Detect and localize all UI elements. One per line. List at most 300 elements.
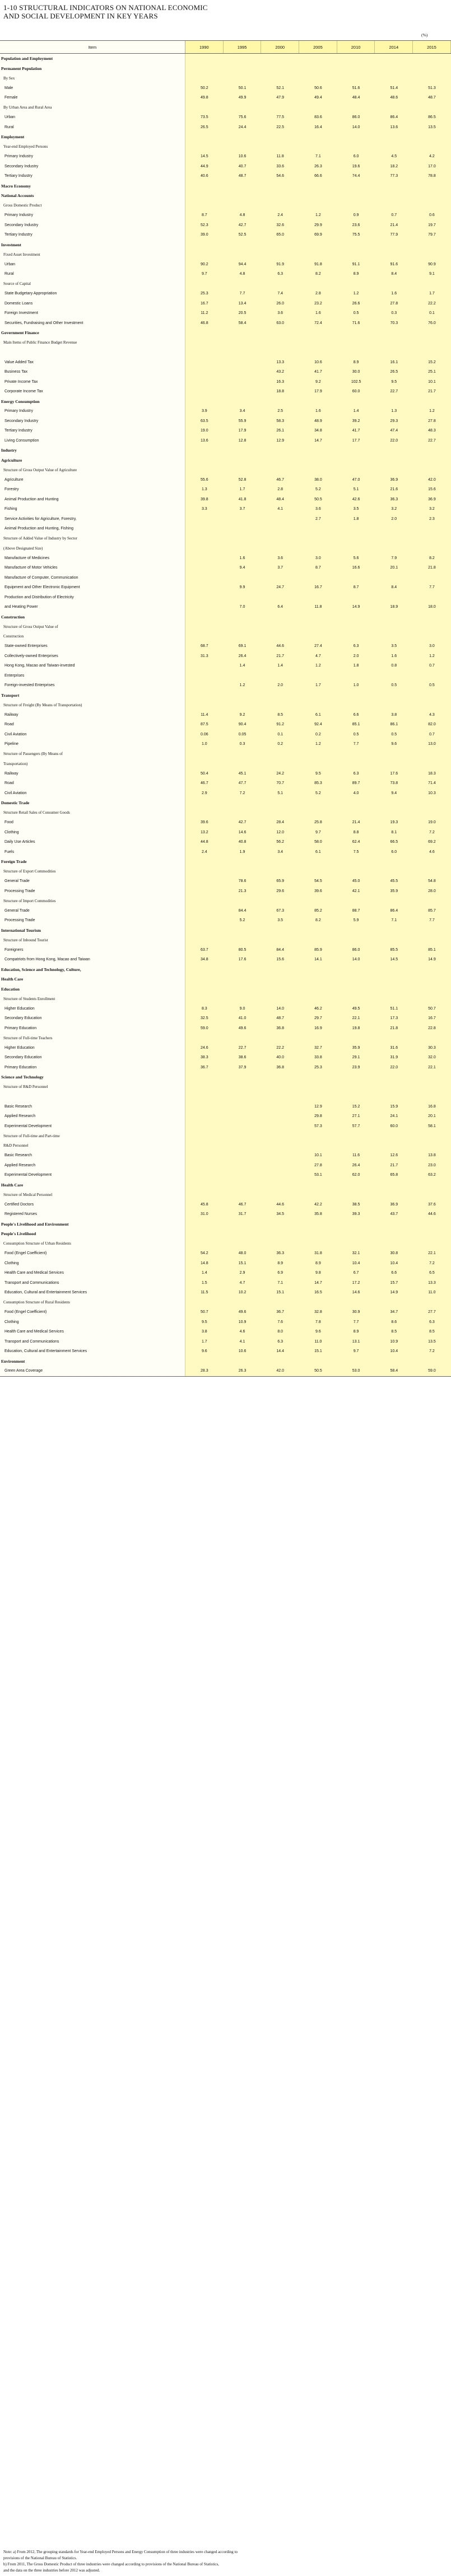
- row-label: Energy Consumption: [0, 397, 185, 407]
- value-cell: [224, 279, 262, 289]
- header-item: Item: [0, 41, 185, 53]
- value-cell: [337, 543, 375, 553]
- value-cell: 25.3: [201, 292, 208, 296]
- table-row: [0, 916, 451, 926]
- value-cell: 41.8: [238, 497, 247, 501]
- value-cell: 1.4: [353, 409, 359, 414]
- value-cell: [299, 1082, 337, 1092]
- value-cell: 65.0: [276, 233, 285, 237]
- value-cell: [185, 1131, 224, 1141]
- value-cell: [337, 759, 375, 769]
- value-cell: [413, 456, 451, 466]
- value-cell: [185, 1229, 224, 1239]
- value-cell: 19.0: [428, 820, 436, 825]
- value-cell: 55.9: [238, 419, 247, 423]
- value-cell: 8.5: [277, 712, 283, 717]
- value-cell: [299, 798, 337, 808]
- value-cell: [375, 867, 413, 877]
- row-values: [185, 485, 451, 495]
- value-cell: 63.5: [201, 419, 208, 423]
- table-row: [0, 1072, 451, 1082]
- value-cell: 84.4: [276, 947, 285, 952]
- footnote-line: and the data on the three industries before 2012 was adjusted.: [3, 2568, 100, 2573]
- table-row: [0, 171, 451, 181]
- value-cell: 69.2: [428, 840, 436, 844]
- row-values: [185, 573, 451, 583]
- value-cell: 91.6: [390, 262, 398, 266]
- row-values: [185, 965, 451, 975]
- row-values: [185, 661, 451, 671]
- row-label: Transport: [0, 691, 185, 701]
- value-cell: 16.9: [314, 1026, 322, 1030]
- value-cell: [299, 632, 337, 642]
- row-values: [185, 240, 451, 250]
- table-row: [0, 142, 451, 152]
- row-values: [185, 445, 451, 456]
- value-cell: 7.7: [429, 585, 435, 590]
- value-cell: [185, 191, 224, 201]
- value-cell: 0.5: [353, 311, 359, 316]
- value-cell: 2.0: [277, 683, 283, 688]
- row-label: Structure of Passengers (By Means of: [0, 749, 185, 759]
- row-label: Processing Trade: [0, 916, 185, 926]
- value-cell: 17.6: [238, 958, 247, 962]
- value-cell: [185, 593, 224, 603]
- row-label: Structure of Full-time Teachers: [0, 1033, 185, 1043]
- value-cell: 13.4: [238, 301, 247, 306]
- row-label: Clothing: [0, 1317, 185, 1327]
- row-label: Railway: [0, 710, 185, 720]
- value-cell: 6.1: [315, 712, 321, 717]
- row-values: [185, 1013, 451, 1024]
- value-cell: 57.7: [352, 1124, 360, 1128]
- row-values: [185, 83, 451, 93]
- row-values: [185, 465, 451, 475]
- value-cell: 23.9: [352, 1065, 360, 1069]
- value-cell: 8.9: [353, 272, 359, 276]
- value-cell: [375, 700, 413, 710]
- value-cell: 17.2: [352, 1280, 360, 1285]
- value-cell: 22.1: [428, 1065, 436, 1069]
- value-cell: 7.7: [353, 1320, 359, 1324]
- row-label: Education: [0, 984, 185, 994]
- value-cell: [185, 632, 224, 642]
- value-cell: [337, 974, 375, 984]
- value-cell: [413, 279, 451, 289]
- value-cell: [413, 64, 451, 74]
- value-cell: [375, 808, 413, 818]
- value-cell: [261, 632, 299, 642]
- value-cell: [413, 691, 451, 701]
- value-cell: [337, 857, 375, 867]
- value-cell: 27.8: [428, 419, 436, 423]
- value-cell: 15.6: [276, 958, 285, 962]
- value-cell: 52.8: [238, 477, 247, 482]
- table-row: [0, 406, 451, 416]
- value-cell: 14.8: [201, 1261, 208, 1265]
- value-cell: 17.0: [428, 164, 436, 168]
- row-label: Green Area Coverage: [0, 1366, 185, 1376]
- value-cell: [299, 1092, 337, 1102]
- row-label: Clothing: [0, 828, 185, 838]
- value-cell: [375, 671, 413, 681]
- value-cell: [337, 573, 375, 583]
- table-row: [0, 485, 451, 495]
- row-values: [185, 1131, 451, 1141]
- value-cell: 74.4: [352, 174, 360, 179]
- value-cell: [299, 1357, 337, 1367]
- row-values: [185, 456, 451, 466]
- value-cell: 27.8: [314, 1163, 322, 1167]
- value-cell: [261, 1180, 299, 1190]
- value-cell: 77.3: [390, 174, 398, 179]
- value-cell: [185, 1357, 224, 1367]
- row-label: Secondary Education: [0, 1053, 185, 1063]
- value-cell: [261, 867, 299, 877]
- row-values: [185, 377, 451, 387]
- value-cell: 39.2: [352, 419, 360, 423]
- value-cell: [185, 377, 224, 387]
- value-cell: 46.8: [201, 321, 208, 325]
- table-row: [0, 269, 451, 279]
- value-cell: [224, 700, 262, 710]
- value-cell: 5.2: [315, 791, 321, 795]
- row-label: Foreign Trade: [0, 857, 185, 867]
- value-cell: [413, 700, 451, 710]
- value-cell: 48.0: [238, 1251, 247, 1256]
- value-cell: [337, 534, 375, 544]
- value-cell: [261, 671, 299, 681]
- value-cell: [413, 328, 451, 338]
- value-cell: 6.0: [391, 850, 397, 854]
- value-cell: [224, 749, 262, 759]
- title-line-2: AND SOCIAL DEVELOPMENT IN KEY YEARS: [3, 12, 158, 20]
- value-cell: 72.4: [314, 321, 322, 325]
- table-row: [0, 1298, 451, 1308]
- value-cell: 32.1: [352, 1251, 360, 1256]
- value-cell: 22.8: [428, 1026, 436, 1030]
- row-values: [185, 739, 451, 749]
- value-cell: 11.8: [314, 605, 322, 609]
- value-cell: 62.0: [352, 1173, 360, 1177]
- value-cell: 12.9: [276, 438, 285, 443]
- value-cell: [261, 465, 299, 475]
- value-cell: [413, 974, 451, 984]
- value-cell: [337, 691, 375, 701]
- value-cell: [413, 994, 451, 1004]
- value-cell: 17.9: [238, 429, 247, 433]
- value-cell: [261, 1170, 299, 1180]
- value-cell: 36.3: [276, 1251, 285, 1256]
- value-cell: 10.2: [238, 1291, 247, 1295]
- value-cell: [185, 73, 224, 83]
- value-cell: 10.4: [390, 1261, 398, 1265]
- table-row: [0, 367, 451, 377]
- row-label: Health Care: [0, 1180, 185, 1190]
- table-row: [0, 1288, 451, 1298]
- value-cell: [185, 240, 224, 250]
- row-values: [185, 1317, 451, 1327]
- value-cell: [413, 73, 451, 83]
- value-cell: 54.8: [428, 879, 436, 884]
- value-cell: 19.8: [352, 1026, 360, 1030]
- value-cell: 17.6: [390, 771, 398, 776]
- value-cell: 26.4: [238, 654, 247, 658]
- row-values: [185, 612, 451, 622]
- value-cell: 6.0: [353, 154, 359, 159]
- table-row: [0, 279, 451, 289]
- value-cell: 14.9: [428, 958, 436, 962]
- value-cell: 54.5: [314, 879, 322, 884]
- value-cell: 44.6: [276, 1202, 285, 1207]
- value-cell: [224, 857, 262, 867]
- value-cell: [375, 181, 413, 191]
- table-row: [0, 318, 451, 329]
- value-cell: 1.2: [239, 683, 245, 688]
- value-cell: 0.7: [429, 664, 435, 668]
- value-cell: [375, 64, 413, 74]
- row-label: Tertiary Industry: [0, 230, 185, 240]
- value-cell: 94.4: [238, 262, 247, 266]
- table-row: [0, 132, 451, 142]
- value-cell: [413, 671, 451, 681]
- row-values: [185, 436, 451, 446]
- table-row: [0, 573, 451, 583]
- value-cell: [375, 132, 413, 142]
- row-values: [185, 622, 451, 632]
- value-cell: 10.6: [238, 1349, 247, 1354]
- row-values: [185, 789, 451, 799]
- row-label: and Heating Power: [0, 602, 185, 612]
- row-label: Business Tax: [0, 367, 185, 377]
- value-cell: 4.5: [391, 154, 397, 159]
- value-cell: 49.6: [238, 1026, 247, 1030]
- value-cell: 42.2: [314, 1202, 322, 1207]
- value-cell: [261, 1072, 299, 1082]
- value-cell: 79.7: [428, 233, 436, 237]
- value-cell: [337, 201, 375, 211]
- value-cell: 8.5: [391, 1330, 397, 1334]
- row-values: [185, 171, 451, 181]
- value-cell: 7.2: [429, 1261, 435, 1265]
- row-label: Health Care and Medical Services: [0, 1268, 185, 1278]
- table-row: [0, 553, 451, 564]
- value-cell: 23.2: [314, 301, 322, 306]
- value-cell: 4.3: [429, 712, 435, 717]
- value-cell: [261, 132, 299, 142]
- table-row: [0, 504, 451, 514]
- value-cell: 39.6: [314, 889, 322, 893]
- value-cell: [337, 593, 375, 603]
- row-values: [185, 671, 451, 681]
- value-cell: [299, 397, 337, 407]
- value-cell: 9.2: [315, 379, 321, 384]
- row-label: (Above Designated Size): [0, 543, 185, 553]
- row-values: [185, 945, 451, 955]
- row-label: Population and Employment: [0, 54, 185, 64]
- value-cell: [261, 700, 299, 710]
- table-row: [0, 1200, 451, 1210]
- value-cell: [413, 1141, 451, 1151]
- table-row: [0, 250, 451, 260]
- value-cell: [261, 691, 299, 701]
- value-cell: 44.8: [201, 840, 208, 844]
- row-label: Environment: [0, 1357, 185, 1367]
- value-cell: 3.6: [315, 507, 321, 512]
- indicator-table: [0, 40, 451, 1377]
- table-row: [0, 210, 451, 220]
- value-cell: 3.4: [239, 409, 245, 414]
- value-cell: [337, 328, 375, 338]
- value-cell: 54.6: [276, 174, 285, 179]
- value-cell: 40.6: [201, 174, 208, 179]
- value-cell: 28.0: [428, 889, 436, 893]
- value-cell: 4.0: [353, 791, 359, 795]
- value-cell: 0.7: [429, 732, 435, 736]
- row-values: [185, 397, 451, 407]
- value-cell: [375, 759, 413, 769]
- value-cell: 31.0: [201, 1212, 208, 1217]
- row-label: Animal Production and Hunting, Fishing: [0, 524, 185, 534]
- value-cell: [337, 1180, 375, 1190]
- value-cell: 38.0: [314, 477, 322, 482]
- row-label: Processing Trade: [0, 886, 185, 897]
- value-cell: 4.2: [429, 154, 435, 159]
- value-cell: 77.9: [390, 233, 398, 237]
- value-cell: 27.8: [390, 301, 398, 306]
- value-cell: [224, 867, 262, 877]
- value-cell: 17.9: [314, 390, 322, 394]
- value-cell: 1.3: [201, 487, 207, 492]
- row-values: [185, 691, 451, 701]
- value-cell: [413, 543, 451, 553]
- value-cell: [413, 103, 451, 113]
- value-cell: [375, 1141, 413, 1151]
- row-values: [185, 818, 451, 828]
- row-values: [185, 1122, 451, 1132]
- table-row: [0, 397, 451, 407]
- row-label: Daily Use Articles: [0, 837, 185, 847]
- value-cell: 14.4: [276, 1349, 285, 1354]
- value-cell: [375, 632, 413, 642]
- value-cell: 1.0: [353, 683, 359, 688]
- value-cell: 7.1: [315, 154, 321, 159]
- value-cell: [224, 64, 262, 74]
- value-cell: [261, 808, 299, 818]
- value-cell: 1.4: [239, 664, 245, 668]
- table-row: [0, 377, 451, 387]
- value-cell: 85.7: [428, 908, 436, 913]
- value-cell: [299, 1180, 337, 1190]
- value-cell: 9.7: [201, 272, 207, 276]
- row-values: [185, 681, 451, 691]
- table-row: [0, 93, 451, 103]
- value-cell: [261, 543, 299, 553]
- value-cell: [224, 808, 262, 818]
- value-cell: [224, 338, 262, 348]
- row-label: Manufacture of Computer, Communication: [0, 573, 185, 583]
- row-label: Registered Nurses: [0, 1209, 185, 1219]
- row-label: Fuels: [0, 847, 185, 857]
- value-cell: [337, 103, 375, 113]
- row-values: [185, 328, 451, 338]
- header-year: 2010: [337, 41, 375, 53]
- value-cell: [375, 798, 413, 808]
- row-values: [185, 1151, 451, 1161]
- value-cell: 25.3: [314, 1065, 322, 1069]
- value-cell: [299, 279, 337, 289]
- table-row: [0, 475, 451, 485]
- row-label: Education, Cultural and Entertainment Services: [0, 1346, 185, 1357]
- table-row: [0, 299, 451, 309]
- value-cell: [299, 994, 337, 1004]
- value-cell: [261, 1151, 299, 1161]
- value-cell: [261, 64, 299, 74]
- value-cell: 28.3: [201, 1369, 208, 1373]
- value-cell: [224, 445, 262, 456]
- value-cell: 9.4: [239, 566, 245, 570]
- row-values: [185, 367, 451, 377]
- value-cell: [337, 348, 375, 358]
- value-cell: [224, 671, 262, 681]
- table-row: [0, 593, 451, 603]
- value-cell: 8.1: [391, 830, 397, 834]
- value-cell: 2.3: [429, 517, 435, 521]
- value-cell: 49.4: [314, 96, 322, 100]
- value-cell: [337, 632, 375, 642]
- value-cell: 0.5: [353, 732, 359, 736]
- value-cell: 25.8: [314, 820, 322, 825]
- row-values: [185, 348, 451, 358]
- value-cell: [299, 1229, 337, 1239]
- value-cell: 12.0: [276, 830, 285, 834]
- table-row: [0, 1190, 451, 1200]
- value-cell: 1.2: [315, 742, 321, 747]
- table-row: [0, 240, 451, 250]
- value-cell: [413, 181, 451, 191]
- value-cell: 47.0: [352, 477, 360, 482]
- value-cell: [337, 984, 375, 994]
- value-cell: 1.7: [429, 292, 435, 296]
- value-cell: 26.1: [276, 429, 285, 433]
- value-cell: [375, 974, 413, 984]
- row-label: Basic Research: [0, 1151, 185, 1161]
- value-cell: 6.3: [353, 644, 359, 649]
- value-cell: [299, 445, 337, 456]
- value-cell: 55.6: [201, 477, 208, 482]
- table-row: [0, 260, 451, 270]
- row-values: [185, 974, 451, 984]
- row-values: [185, 123, 451, 133]
- value-cell: [185, 54, 224, 64]
- value-cell: [261, 1229, 299, 1239]
- value-cell: [299, 348, 337, 358]
- value-cell: [261, 612, 299, 622]
- value-cell: 0.1: [429, 311, 435, 316]
- value-cell: 60.0: [352, 390, 360, 394]
- value-cell: [375, 896, 413, 906]
- value-cell: 9.7: [353, 1349, 359, 1354]
- value-cell: [224, 1357, 262, 1367]
- row-label: Foreign-invested Enterprises: [0, 681, 185, 691]
- value-cell: [413, 524, 451, 534]
- row-label: [0, 348, 185, 358]
- table-row: [0, 955, 451, 965]
- row-label: Basic Research: [0, 1102, 185, 1112]
- row-label: Source of Capital: [0, 279, 185, 289]
- value-cell: [337, 896, 375, 906]
- value-cell: [413, 201, 451, 211]
